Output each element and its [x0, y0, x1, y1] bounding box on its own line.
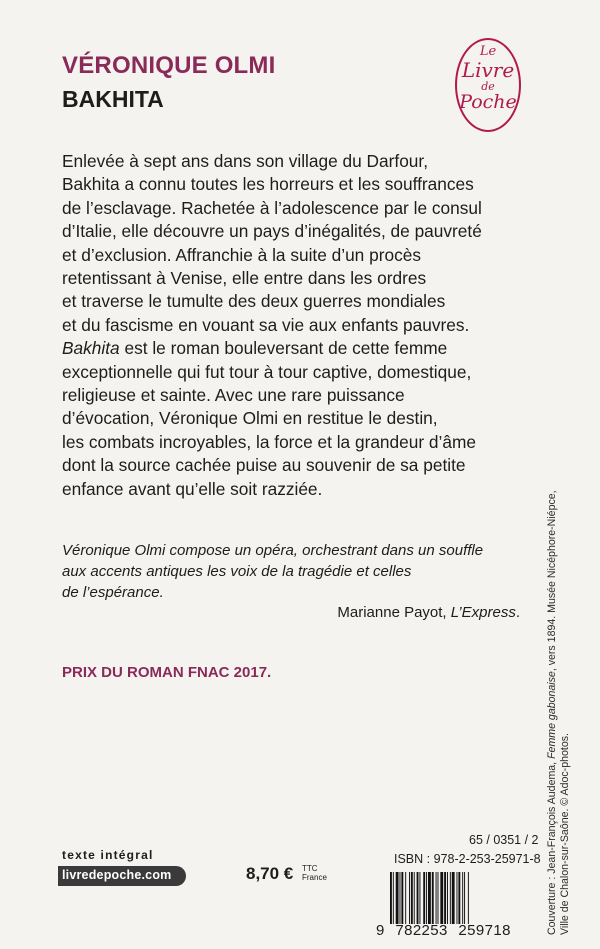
- livre-de-poche-logo: [455, 38, 521, 132]
- isbn-label: ISBN : 978-2-253-25971-8: [394, 852, 541, 866]
- logo-text-livre: Livre: [461, 58, 515, 82]
- synopsis-italic-title: Bakhita: [62, 338, 120, 359]
- synopsis-text: [62, 150, 542, 501]
- credit-artist: Couverture : Jean-François Audema,: [546, 761, 558, 935]
- barcode-bar: [411, 872, 413, 924]
- barcode-bar: [426, 872, 427, 924]
- synopsis-line-rest: est le roman bouleversant de cette femme: [124, 338, 448, 359]
- prize-label: PRIX DU ROMAN FNAC 2017.: [62, 664, 272, 681]
- price-tax-note: [302, 864, 327, 882]
- price-label: 8,70 €: [246, 864, 294, 883]
- barcode-bar: [419, 872, 420, 924]
- barcode-bar: [450, 872, 451, 924]
- quote-line: Véronique Olmi compose un opéra, orchestrant dans un souffle: [62, 542, 484, 559]
- cover-credit: [546, 490, 572, 935]
- synopsis-line: Enlevée à sept ans dans son village du Darfour,: [62, 151, 429, 171]
- barcode-bar: [405, 872, 406, 924]
- price-ttc: TTC: [302, 864, 318, 873]
- synopsis-line: et du fascisme en vouant sa vie aux enfants pauvres.: [62, 314, 470, 335]
- barcode-bar: [458, 872, 460, 924]
- quote-attribution: [337, 604, 520, 621]
- website-badge: [58, 866, 186, 886]
- barcode-bar: [423, 872, 425, 924]
- barcode-digit-group: 782253: [395, 922, 448, 939]
- synopsis-line: dont la source cachée puise au souvenir de sa petite: [62, 455, 466, 476]
- barcode-bar: [468, 872, 469, 924]
- barcode-bar: [438, 872, 439, 924]
- barcode-bar: [396, 872, 399, 924]
- author-name: VÉRONIQUE OLMI: [62, 52, 276, 79]
- barcode-bar: [428, 872, 431, 924]
- barcode-bar: [444, 872, 446, 924]
- barcode-bar: [393, 872, 394, 924]
- quote-line: aux accents antiques les voix de la tragédie et celles: [62, 563, 412, 580]
- credit-artwork-title: Femme gabonaise: [546, 671, 558, 759]
- credit-artwork-info: , vers 1894. Musée Nicéphore-Niépce,: [546, 490, 558, 672]
- press-quote: [62, 540, 532, 603]
- synopsis-line: d’évocation, Véronique Olmi en restitue le destin,: [62, 408, 438, 429]
- logo-text-de: de: [481, 80, 495, 93]
- barcode-bar: [417, 872, 419, 924]
- logo-text-poche: Poche: [459, 91, 517, 113]
- price-country: France: [302, 873, 327, 882]
- barcode-bar: [447, 872, 448, 924]
- barcode-bar: [401, 872, 403, 924]
- synopsis-line-with-title: [62, 337, 542, 360]
- logo-text-le: Le: [479, 44, 497, 59]
- synopsis-line: les combats incroyables, la force et la grandeur d’âme: [62, 431, 476, 452]
- texte-integral-label: texte intégral: [62, 848, 154, 862]
- barcode-digits: [376, 922, 517, 939]
- synopsis-line: retentissant à Venise, elle entre dans les ordres: [62, 268, 427, 289]
- barcode-icon: [388, 872, 538, 924]
- credit-line-2: Ville de Chalon-sur-Saône. © Adoc-photos.: [559, 733, 571, 935]
- synopsis-line: religieuse et sainte. Avec une rare puissance: [62, 385, 405, 406]
- barcode-bar: [440, 872, 443, 924]
- barcode-bar: [452, 872, 455, 924]
- barcode-bar: [457, 872, 458, 924]
- barcode-bar: [436, 872, 437, 924]
- barcode-bar: [390, 872, 392, 924]
- synopsis-line: enfance avant qu’elle soit razziée.: [62, 478, 323, 499]
- barcode-bar: [432, 872, 434, 924]
- synopsis-line: de l’esclavage. Rachetée à l’adolescence par le consul: [62, 197, 482, 218]
- credit-line-1: [546, 490, 559, 935]
- synopsis-line: d’Italie, elle découvre un pays d’inégalités, de pauvreté: [62, 221, 482, 242]
- barcode-digit-group: 259718: [458, 922, 511, 939]
- barcode-bar: [409, 872, 410, 924]
- barcode-digit-group: 9: [376, 922, 385, 939]
- quote-line: de l’espérance.: [62, 584, 164, 601]
- quote-author: Marianne Payot,: [337, 604, 447, 621]
- barcode-bar: [414, 872, 415, 924]
- barcode-bar: [462, 872, 463, 924]
- product-code: 65 / 0351 / 2: [469, 833, 539, 847]
- quote-publication: L’Express: [450, 604, 516, 621]
- synopsis-line: exceptionnelle qui fut tour à tour captive, domestique,: [62, 361, 472, 382]
- synopsis-line: Bakhita a connu toutes les horreurs et les souffrances: [62, 174, 474, 195]
- website-link: livredepoche.com: [62, 868, 172, 882]
- synopsis-line: et traverse le tumulte des deux guerres mondiales: [62, 291, 446, 312]
- quote-end-punct: .: [515, 604, 520, 621]
- barcode-bar: [464, 872, 465, 924]
- book-title: BAKHITA: [62, 86, 164, 112]
- synopsis-line: et d’exclusion. Affranchie à la suite d’un procès: [62, 244, 421, 265]
- barcode-bar: [400, 872, 401, 924]
